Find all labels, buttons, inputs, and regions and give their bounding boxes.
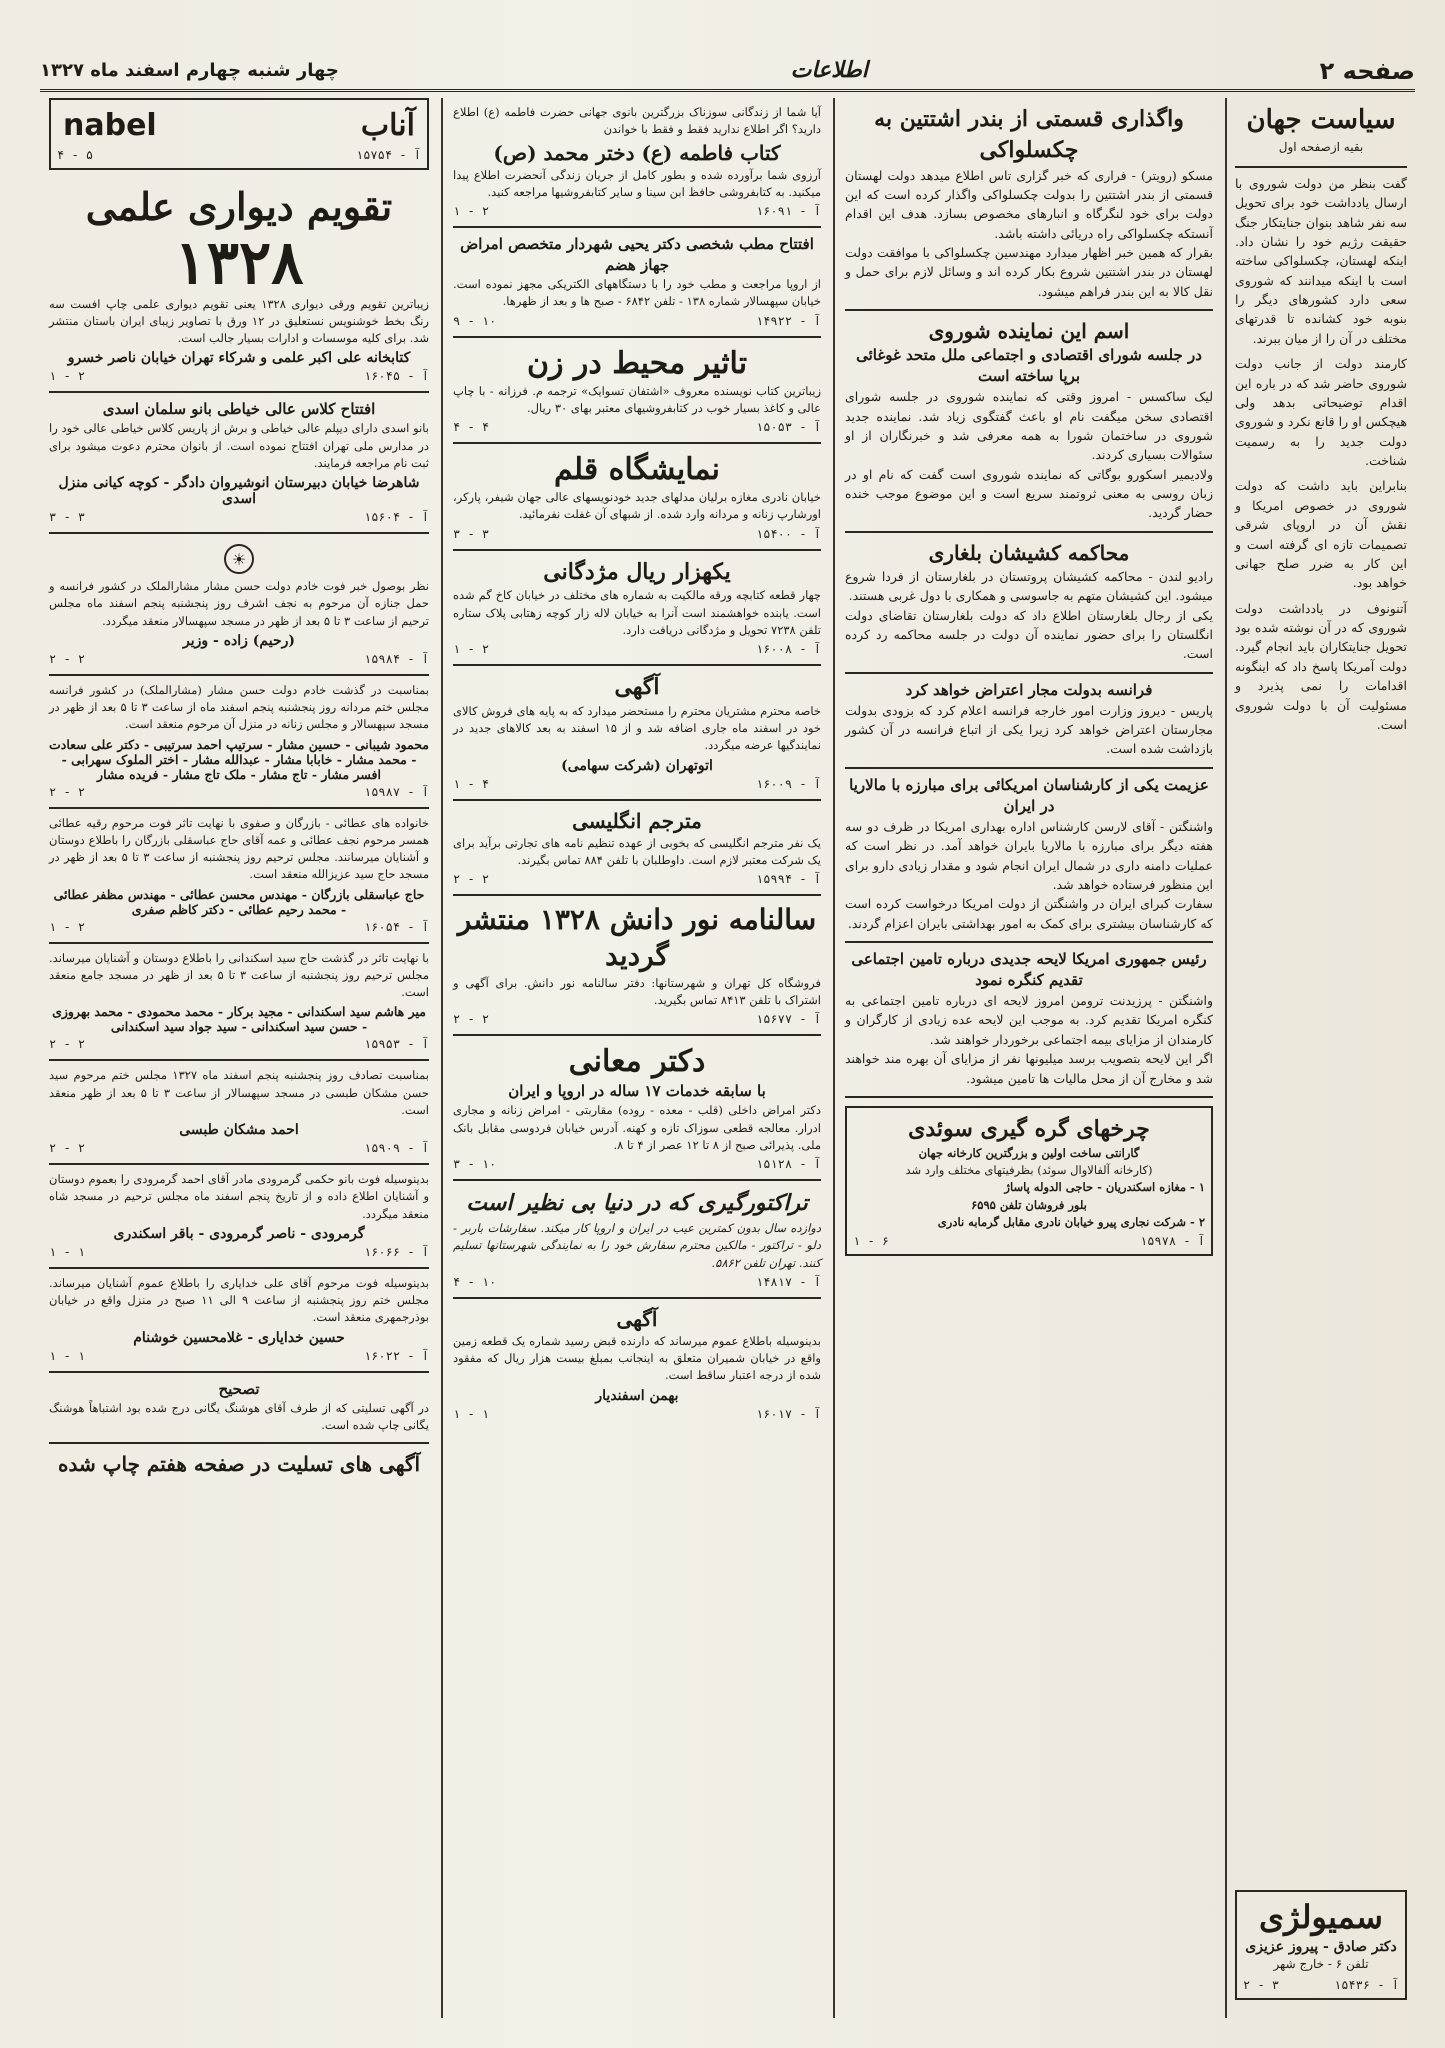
masthead (40, 52, 1415, 92)
ref-left: ۱ - ۲ (49, 369, 86, 384)
ref-right: آ - ۱۵۹۷۸ (1139, 1234, 1205, 1249)
ref-left: ۲ - ۲ (49, 1141, 86, 1156)
column-notices (39, 98, 439, 2018)
news-soviet-p2: ولادیمیر اسکورو بوگاتی که نماینده شوروی است گفت که نام او در زبان روسی به معنی ثروتمند سریع است و این موضوع موجب خنده حضار گردید. (845, 466, 1213, 521)
condolence-1-body: نظر بوصول خبر فوت خادم دولت حسن مشار مشارالملک در کشور فرانسه و حمل جنازه آن مرحوم به نجف اشرف روز پنجشنبه پنجم اسفند ماه مجلس ترحیم از ساعت ۳ تا ۵ بعد از ظهر در مسجد سپهسالار منعقد میگردد. (49, 579, 429, 628)
ad-land-notice-sign: بهمن اسفندیار (595, 1387, 679, 1404)
ad-reward-body: چهار قطعه کتابچه ورقه مالکیت به شماره های مختلف در خیابان کاخ گم شده است. یابنده خواهشمند است آنرا به خیابان لاله زار کوچه زهتابی پلاک ستاره تلفن ۷۲۳۸ تحویل و مژدگانی دریافت دارد. (453, 588, 821, 637)
page-number: صفحه ۲ (1319, 56, 1415, 85)
ad-nabel-ref (57, 145, 421, 162)
ad-translator-body: یک نفر مترجم انگلیسی که بخوبی از عهده تنظیم نامه های تجارتی برآید برای یک شرکت معتبر لازم است. داوطلبان با تلفن ۸۸۴ تماس بگیرند. (453, 835, 821, 867)
ad-separators-line-4: بلور فروشان تلفن ۶۵۹۵ (971, 1197, 1087, 1212)
news-malaria-p1: واشنگتن - آقای لارسن کارشناس اداره بهداری امریکا در ظرف دو سه هفته دیگر برای مبارزه با مالاریا بایران خواهد آمد. در نظر است که عملیات دامنه داری در شمال ایران انجام شود و مقدار زیادی دارو برای این منظور فرستاده خواهد شد. (845, 818, 1213, 892)
ad-land-notice-ref (453, 1404, 821, 1421)
news-social-p1: واشنگتن - پرزیدنت ترومن امروز لایحه ای درباره تامین اجتماعی به کنگره امریکا تقدیم کرد. به موجب این لایحه عده زیادی از کارگران و کارمندان از مزایای بیمه اجتماعی برخوردار خواهند شد. (845, 993, 1213, 1047)
nabel-row (57, 106, 421, 145)
condolence-2-ref (49, 782, 429, 799)
news-bulgaria-p2: یکی از رجال بلغارستان اطلاع داد که دولت بلغارستان تقاضای دولت انگلستان را برای حضور نماینده آن دولت در جلسه محاکمه رد کرده است. (845, 607, 1213, 662)
ad-clinic-ref (453, 311, 821, 328)
news-subheadline-soviet-delegate: در جلسه شورای اقتصادی و اجتماعی ملل متحد غوغائی برپا ساخته است (856, 346, 1202, 386)
condolence-3-ref (49, 917, 429, 934)
condolence-3-names: حاج عباسقلی بازرگان - مهندس محسن عطائی - مهندس مظفر عطائی - محمد رحیم عطائی - دکتر کاظم صفری (53, 886, 425, 917)
paper-name: اطلاعات (790, 58, 868, 83)
ad-pen-ref (453, 524, 821, 541)
ref-right: آ - ۱۵۴۰۰ (755, 526, 821, 541)
ad-pen-body: خیابان نادری مغازه برلیان مدلهای جدید خودنویسهای عالی جهان شیفر، پارکر، اورشارپ زنانه و مردانه وارد شده. از شبهای آن غفلت نفرمائید. (453, 490, 821, 522)
ref-right: آ - ۱۴۹۲۲ (755, 313, 821, 328)
ref-left: ۲ - ۲ (453, 872, 490, 887)
ad-reward-title: یکهزار ریال مژدگانی (543, 558, 731, 585)
condolence-7-body: بدینوسیله فوت مرحوم آقای علی خدایاری را باطلاع عموم آشنایان میرساند. مجلس ختم روز پنجشنبه از ساعت ۹ الی ۱۱ صبح در منزل واقع در خیابان بوذرجمهری منعقد است. (49, 1275, 429, 1325)
ref-right: آ - ۱۶۰۰۸ (755, 642, 821, 657)
ref-right: آ - ۱۵۹۵۳ (363, 1037, 429, 1052)
condolence-1-ref (49, 649, 429, 666)
ref-left: ۱ - ۲ (453, 642, 490, 657)
ref-right: آ - ۱۵۷۵۴ (355, 148, 421, 162)
ad-almanac-ref (453, 1009, 821, 1026)
condolence-5-sign: احمد مشکان طبسی (179, 1122, 299, 1139)
ref-left: ۱ - ۲ (49, 919, 86, 934)
ref-left: ۱ - ۲ (453, 204, 490, 218)
ad-separators-ref (853, 1231, 1205, 1248)
ref-right: آ - ۱۶۰۹۱ (755, 204, 821, 218)
ref-left: ۴ - ۵ (57, 148, 94, 162)
ref-left: ۲ - ۳ (1243, 1978, 1280, 1992)
news-szczecin-p2: بقرار که همین خبر اظهار میدارد مهندسین چکسلواکی با موافقت دولت لهستان در بندر اشتتین شروع بکار کرده اند و وسائل لازم برای حمل و نقل کالا به این بندر فراهم میشود. (845, 245, 1213, 299)
column-news (833, 98, 1223, 2018)
news-headline-malaria: عزیمت یکی از کارشناسان امریکائی برای مبارزه با مالاریا در ایران (849, 775, 1209, 815)
ref-left: ۲ - ۲ (453, 1012, 490, 1027)
ref-right: آ - ۱۶۰۵۴ (363, 919, 429, 934)
correction-title: تصحیح (218, 1379, 260, 1398)
correction-body: در آگهی تسلیتی که از طرف آقای هوشنگ یگانی درج شده بود اشتباهاً هوشنگ یگانی چاپ شده است. (49, 1400, 429, 1432)
ad-clinic-title: افتتاح مطب شخصی دکتر یحیی شهردار متخصص امراض جهاز هضم (460, 235, 814, 274)
ad-notice-body: خاصه محترم مشتریان محترم را مستحضر میدارد که به پایه های فروش کالای خود در اسفند ماه جاری اضافه شد و از ۱۵ اسفند به بعد کالاهای جدید در نمایندگیها عرضه میگردد. (453, 703, 822, 753)
ad-doctor-subtitle: با سابقه خدمات ۱۷ ساله در اروپا و ایران (508, 1082, 766, 1101)
world-politics-body-3: بنابراین باید داشت که دولت شوروی در خصوص امریکا و نقش آن در اروپای شرقی تصمیمات تازه ای گرفته است و این کار به ضرر صلح جهانی خواهد بود. (1235, 478, 1407, 591)
condolence-4-body: با نهایت تاثر در گذشت حاج سید اسکندانی را باطلاع دوستان و آشنایان میرساند. مجلس ترحیم روز پنجشنبه از ساعت ۳ تا ۵ بعد از ظهر در مسجد جامع منعقد است. (49, 950, 430, 1000)
world-politics-body-1: گفت بنظر من دولت شوروی با ارسال یادداشت خود برای تحویل سه نفر شاهد بنوان جنایتکار جنگ حقیقت رژیم خود را نشان داد. اینکه لهستان، چکسلواکی ساخته است با اینکه میدانند که شوروی سعی دارد کشورهای دیگر را بنوبه خود کشانده تا قدرتهای مختلف در آن را از میان ببرند. (1235, 175, 1407, 346)
ref-left: ۲ - ۲ (49, 1037, 86, 1052)
ref-left: ۳ - ۳ (453, 526, 490, 541)
lion-sun-emblem-icon: ☀ (224, 544, 254, 574)
sewing-class-sign: شاهرضا خیابان دبیرستان انوشیروان دادگر - کوچه کیانی منزل اسدی (58, 475, 420, 508)
condolence-6-body: بدینوسیله فوت بانو حکمی گرمرودی مادر آقای احمد گرمرودی را بعموم دوستان و آشنایان اطلاع داده و از تاریخ پنجم اسفند ماه مجلس ترحیم در مسجد شاه منعقد میگردد. (49, 1172, 429, 1221)
ref-right: آ - ۱۶۰۰۹ (755, 776, 821, 791)
condolence-4-ref (49, 1034, 429, 1051)
ad-tractor-ref (453, 1272, 821, 1289)
calendar-ad-sign: کتابخانه علی اکبر علمی و شرکاء تهران خیابان ناصر خسرو (67, 350, 411, 367)
ref-right: آ - ۱۶۰۲۲ (363, 1348, 429, 1363)
news-headline-social-security: رئیس جمهوری امریکا لایحه جدیدی درباره تامین اجتماعی تقدیم کنگره نمود (851, 950, 1207, 990)
condolence-3-body: خانواده های عطائی - بازرگان و صفوی با نهایت تاثر فوت مرحوم رقیه عطائی همسر مرحوم نجف عطائی و عمه آقای حاج عباسقلی بازرگان را باطلاع دوستان و آشنایان میرسانند. مجلس ترحیم روز پنجشنبه از ساعت ۳ تا ۵ بعد از ظهر در مسجد حاج سید عزیزالله منعقد است. (49, 815, 429, 882)
condolence-6-sign: گرمرودی - ناصر گرمرودی - باقر اسکندری (113, 1225, 365, 1242)
ad-semiology-line-2: تلفن ۶ - خارج شهر (1273, 1957, 1369, 1971)
ref-left: ۳ - ۳ (49, 510, 86, 525)
ad-notice-title: آگهی (614, 674, 660, 701)
column-world-politics (1225, 98, 1415, 2018)
ref-right: آ - ۱۵۶۰۴ (363, 510, 429, 525)
ref-left: ۱ - ۶ (853, 1234, 890, 1249)
ad-translator-ref (453, 869, 821, 886)
condolence-2-body: بمناسبت در گذشت خادم دولت حسن مشار (مشارالملک) در کشور فرانسه مجلس ختم مردانه روز پنجشنبه پنجم اسفند ماه از ساعت ۳ تا ۵ بعد از ظهر در مسجد سپهسالار و مجلس زنانه در منزل آن مرحوم منعقد است. (49, 682, 430, 732)
ad-separators-line-2: (کارخانه آلفالاوال سوئد) بظرفیتهای مختلف وارد شد (905, 1163, 1153, 1178)
ad-land-notice-body: بدینوسیله باطلاع عموم میرساند که دارنده قبض رسید شماره یک قطعه زمین واقع در خیابان شمیران متعلق به اینجانب بمبلغ بیست هزار ریال که مفقود شده از درجه اعتبار ساقط است. (453, 1333, 821, 1383)
ad-pen-title: نمایشگاه قلم (553, 452, 721, 487)
ad-separators-line-3: ۱ - مغازه اسکندریان - حاجی الدوله پاساژ (1004, 1180, 1205, 1195)
ref-right: آ - ۱۶۰۶۶ (363, 1244, 429, 1259)
ref-left: ۴ - ۴ (453, 420, 490, 434)
calendar-ad-ref (49, 366, 429, 383)
news-social-p2: اگر این لایحه بتصویب برسد میلیونها نفر از مزایای آن بهره مند خواهند شد و مخارج آن از محل مالیات ها تامین میشود. (845, 1051, 1213, 1086)
calendar-ad-year: ۱۳۲۸ (174, 227, 304, 298)
ad-fatima-title: کتاب فاطمه (ع) دختر محمد (ص) (493, 140, 781, 165)
ad-book-body: زیباترین کتاب نویسنده معروف «اشتفان تسوایک» ترجمه م. فرزانه - با چاپ عالی و کاغذ بسیار خوب در کتابفروشیهای معتبر بهای ۳۰ ریال. (453, 383, 821, 415)
world-politics-body-4: آتنونوف در یادداشت دولت شوروی که در آن نوشته شده بود تحویل جنایتکاران باید انجام گیرد. دولت آمریکا پاسخ داد که اینگونه اقدامات را نمی پذیرد و مسئولیت آن با دولت شوروی است. (1235, 600, 1407, 732)
ref-left: ۳ - ۱۰ (453, 1157, 497, 1172)
ad-fatima-ref (453, 201, 821, 218)
ref-right: آ - ۱۶۰۱۷ (755, 1406, 821, 1421)
column-ads (441, 98, 831, 2018)
condolence-2-names: محمود شیبانی - حسین مشار - سرتیپ احمد سرتیبی - دکتر علی سعادت - محمد مشار - خابابا مشار - عبدالله مشار - اختر الملوک سهرابی - افسر مشار - تاج مشار - ملک تاج مشار - فریده مشار (49, 736, 429, 782)
ref-right: آ - ۱۵۹۹۴ (755, 872, 821, 887)
ref-right: آ - ۱۵۱۲۸ (755, 1157, 821, 1172)
world-politics-title: سیاست جهان (1246, 105, 1396, 135)
ad-semiology-ref (1243, 1975, 1399, 1992)
ad-clinic-body: از اروپا مراجعت و مطب خود را با دستگاههای الکتریکی مجهز نموده است. خیابان سپهسالار شماره ۱۳۸ - تلفن ۶۸۴۲ - صبح ها و بعد از ظهرها. (453, 277, 821, 309)
ad-fatima-intro: آیا شما از زندگانی سوزناک بزرگترین بانوی جهانی حضرت فاطمه (ع) اطلاع دارید؟ اگر اطلاع ندارید فقط و فقط با خواندن (453, 105, 821, 137)
news-france-p1: پاریس - دیروز وزارت امور خارجه فرانسه اعلام کرد که بزودی بدولت مجارستان اعتراض خواهد کرد زیرا یکی از اتباع فرانسه در آن کشور بازداشت شده است. (845, 702, 1213, 757)
ref-right: آ - ۱۶۰۴۵ (363, 369, 429, 384)
ref-left: ۱ - ۱ (49, 1348, 86, 1363)
news-bulgaria-p1: رادیو لندن - محاکمه کشیشان پروتستان در بلغارستان از فردا شروع میشود. این کشیشان متهم به جاسوسی و همکاری با دول غربی هستند. (845, 568, 1213, 604)
ref-left: ۲ - ۲ (49, 784, 86, 799)
news-headline-soviet-delegate: اسم این نماینده شوروی (928, 319, 1130, 344)
sewing-class-body: بانو اسدی دارای دیپلم عالی خیاطی و برش از پاریس کلاس خیاطی عالی خود را در مدارس ملی تهران افتتاح نموده است. از بانوان محترم دعوت میشود برای ثبت نام مراجعه فرمایند. (49, 421, 429, 470)
ad-almanac-title: سالنامه نور دانش ۱۳۲۸ منتشر گردید (457, 903, 817, 973)
ref-right: آ - ۱۴۸۱۷ (755, 1274, 821, 1289)
ad-translator-title: مترجم انگلیسی (572, 808, 702, 833)
condolence-1-sign: (رحیم) زاده - وزیر (183, 632, 295, 649)
ref-right: آ - ۱۵۹۸۷ (363, 784, 429, 799)
ref-left: ۴ - ۱۰ (453, 1274, 497, 1289)
ad-doctor-title: دکتر معانی (568, 1044, 706, 1080)
condolence-5-ref (49, 1138, 429, 1155)
ad-semiology-line-1: دکتر صادق - پیروز عزیزی (1245, 1939, 1397, 1955)
condolence-7-sign: حسین خدایاری - غلامحسین خوشنام (133, 1329, 345, 1346)
ad-book-ref (453, 417, 821, 434)
ad-semiology (1235, 1890, 1407, 2000)
ad-tractor-body: دوازده سال بدون کمترین عیب در ایران و اروپا کار میکند. سفارشات باربر - دلو - تراکتور - مالکین محترم سفارش خود را به نمایندگی شهرستانها تسلیم کنند. تهران تلفن ۵۸۶۲. (453, 1221, 821, 1270)
ad-tractor-title: تراکتورگیری که در دنیا بی نظیر است (466, 1190, 808, 1217)
ref-right: آ - ۱۵۶۷۷ (755, 1012, 821, 1027)
news-headline-france-hungary: فرانسه بدولت مجار اعتراض خواهد کرد (905, 680, 1153, 699)
ref-left: ۱ - ۱ (49, 1244, 86, 1259)
ad-reward-ref (453, 639, 821, 656)
news-soviet-p1: لیک ساکسس - امروز وقتی که نماینده شوروی در جلسه شورای اقتصادی سخن میگفت نام او باعث گفتگوی زیاد شد. نماینده جدید شوروی در ساختمان شورا به همه معرفی شد و خبرنگاران از او سئوالات بسیاری کردند. (845, 389, 1213, 463)
ref-right: آ - ۱۵۰۵۳ (755, 420, 821, 434)
ad-separators-line-5: ۲ - شرکت نجاری پیرو خیابان نادری مقابل گرمابه نادری (937, 1214, 1205, 1229)
world-politics-body-2: کارمند دولت از جانب دولت شوروی حاضر شد که در باره این اقدام توضیحاتی بدهد ولی هیچکس او را قانع نکرد و شوروی دولت جدید را به رسمیت شناخت. (1235, 356, 1407, 469)
ad-book-title: تاثیر محیط در زن (526, 345, 748, 381)
calendar-ad-title: تقویم دیواری علمی (85, 184, 393, 229)
sewing-class-title: افتتاح کلاس عالی خیاطی بانو سلمان اسدی (102, 400, 376, 419)
ref-left: ۲ - ۲ (49, 651, 86, 666)
condolence-4-names: میر هاشم سید اسکندانی - مجید برکار - محمد محمودی - محمد بهروزی - حسن سید اسکندانی - سید جواد سید اسکندانی (52, 1004, 426, 1035)
nabel-latin-logo: nabel (63, 108, 157, 143)
ad-land-notice-title: آگهی (616, 1306, 658, 1331)
news-headline-bulgarian-priests: محاکمه کشیشان بلغاری (928, 540, 1130, 565)
ref-left: ۹ - ۱۰ (453, 313, 497, 328)
ad-doctor-body: دکتر امراض داخلی (قلب - معده - روده) مقاربتی - امراض زنانه و مجاری ادرار. معالجه قطعی سوزاک تازه و کهنه. آدرس خیابان فردوسی مقابل بانک ملی. پذیرائی صبح از ۸ تا ۱۲ عصر از ۴ تا ۸. (453, 1103, 821, 1152)
ref-left: ۱ - ۱ (453, 1406, 490, 1421)
condolence-5-body: بمناسبت تصادف روز پنجشنبه پنجم اسفند ماه ۱۳۲۷ مجلس ختم مرحوم سید حسن مشکان طبسی در مسجد سپهسالار از ساعت ۳ تا ۵ بعد از ظهر منعقد است. (49, 1068, 429, 1117)
calendar-ad-body: زیباترین تقویم ورقی دیواری ۱۳۲۸ یعنی تقویم دیواری علمی چاپ افست سه رنگ بخط خوشنویس نستعلیق در ۱۲ ورق با تصاویر زیبای ایران باستان منتشر شد. برای کلیه موسسات و ادارات بسیار جالب است. (49, 296, 429, 346)
nabel-persian-logo: آناب (360, 108, 415, 143)
news-malaria-p2: سفارت کبرای ایران در واشنگتن از دولت امریکا درخواست کرده است که کارشناسان بیشتری برای کمک به امور بهداشتی بایران اعزام گردند. (845, 896, 1213, 931)
ad-notice-sign: اتوتهران (شرکت سهامی) (561, 757, 713, 774)
condolence-6-ref (49, 1242, 429, 1259)
news-headline-szczecin: واگذاری قسمتی از بندر اشتتین به چکسلواکی (874, 106, 1184, 163)
ref-left: ۱ - ۴ (453, 776, 490, 791)
ref-right: آ - ۱۵۴۳۶ (1333, 1978, 1399, 1992)
ref-right: آ - ۱۵۹۰۹ (363, 1141, 429, 1156)
sewing-class-ref (49, 507, 429, 524)
ad-separators (845, 1106, 1213, 1256)
ad-fatima-body: آرزوی شما برآورده شده و بطور کامل از جریان زندگی آنحضرت اطلاع پیدا میکنید. به کتابفروشی حافظ ابن سینا و سایر کتابفروشیها مراجعه کنید. (453, 167, 821, 199)
ad-notice-ref (453, 774, 821, 791)
condolence-7-ref (49, 1346, 429, 1363)
ad-doctor-ref (453, 1154, 821, 1171)
ad-separators-title: چرخهای گره گیری سوئدی (908, 1115, 1150, 1142)
ad-almanac-body: فروشگاه کل تهران و شهرستانها: دفتر سالنامه نور دانش. برای آگهی و اشتراک با تلفن ۸۴۱۳ تماس بگیرید. (453, 975, 821, 1008)
condolences-footer: آگهی های تسلیت در صفحه هفتم چاپ شده (57, 1452, 421, 1477)
ad-semiology-title: سمیولژی (1259, 1897, 1383, 1936)
ad-nabel (49, 98, 429, 170)
news-szczecin-p1: مسکو (رویتر) - فراری که خبر گزاری تاس اطلاع میدهد دولت لهستان قسمتی از بندر اشتتین را بدولت چکسلواکی واگذار کرده است که این دولت برای خود لنگرگاه و انبارهای مخصوص بسازد. هدف این اقدام آنستکه چکسلواکی راه دریائی داشته باشد. (845, 167, 1213, 241)
ad-separators-line-1: گارانتی ساخت اولین و بزرگترین کارخانه جهان (918, 1145, 1140, 1160)
issue-date: چهار شنبه چهارم اسفند ماه ۱۳۲۷ (40, 60, 339, 81)
ref-right: آ - ۱۵۹۸۴ (363, 651, 429, 666)
world-politics-subtitle: بقیه ازصفحه اول (1278, 139, 1364, 154)
